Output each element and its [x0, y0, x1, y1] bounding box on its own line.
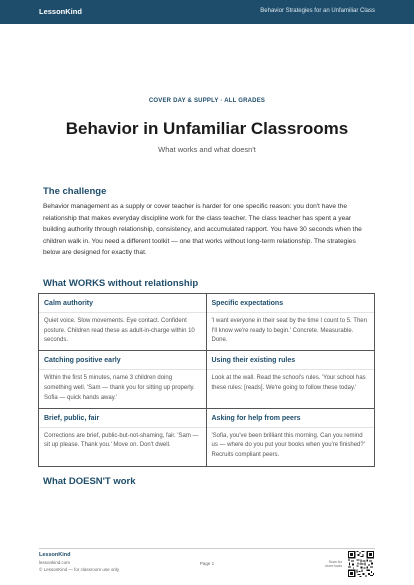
strategy-card-title: Asking for help from peers	[211, 414, 301, 422]
strategy-card-text: Quiet voice. Slow movements. Eye contact. Confident posture. Children read these as adult-in-charge within 10 seconds.	[44, 318, 195, 344]
strategy-card-text: 'I want everyone in their seat by the time I count to 5. Then I'll know we're ready to begin.' Concrete. Measurable. Done.	[211, 318, 367, 344]
card-divider	[39, 369, 206, 370]
strategy-card	[39, 294, 207, 351]
strategy-card-title: Using their existing rules	[211, 357, 296, 365]
page-subtitle: What works and what doesn't	[158, 145, 256, 154]
brand-logo-text: LessonKind	[39, 7, 82, 16]
page-number: Page 1	[199, 561, 215, 566]
scan-caption-line: more tools	[325, 564, 342, 569]
strategy-card-title: Catching positive early	[44, 357, 121, 365]
strategy-card	[207, 294, 375, 351]
card-divider	[207, 369, 375, 370]
strategy-grid	[38, 293, 375, 467]
challenge-paragraph: Behavior management as a supply or cover teacher is harder for one specific reason: you don't have the relationship that makes everyday discipline work for the class teacher. The class teacher has spent a year building authority through relationship, consistency, and accumulated rapport. You have 30 seconds when the children walk in. You need a different toolkit — one that works without long-term relationship. The strategies below are designed for exactly that.	[43, 203, 362, 256]
strategy-card	[207, 409, 375, 466]
strategy-card-text: 'Sofia, you've been brilliant this morning. Can you remind us — where do you put your books when you're finished?' Recruits compliant peers.	[211, 432, 365, 459]
footer-website: lessonkind.com	[39, 560, 71, 565]
strategy-card-title: Calm authority	[44, 300, 94, 307]
eyebrow-label: COVER DAY & SUPPLY · ALL GRADES	[148, 98, 266, 104]
header-bar	[0, 0, 414, 24]
footer-copyright: © LessonKind — for classroom use only	[39, 567, 120, 572]
strategy-card-text: Within the first 5 minutes, name 3 children doing something well. 'Sam — thank you for sitting up properly. Sofia — quick hands away.'	[44, 375, 195, 401]
card-divider	[207, 427, 375, 428]
strategy-card-text: Look at the wall. Read the school's rules. 'Your school has these rules: [reads]. We're going to follow these today.'	[211, 375, 366, 392]
document-title: Behavior Strategies for an Unfamiliar Class	[260, 8, 375, 14]
footer-divider	[39, 548, 375, 549]
strategy-card	[207, 351, 375, 408]
strategy-card-title: Specific expectations	[211, 300, 284, 307]
works-heading: What WORKS without relationship	[43, 278, 199, 289]
strategy-card	[39, 351, 207, 408]
doesnt-heading: What DOESN'T work	[43, 476, 136, 487]
qr-code-icon	[348, 551, 374, 577]
card-divider	[207, 312, 375, 313]
page-title: Behavior in Unfamiliar Classrooms	[65, 119, 349, 138]
strategy-card-title: Brief, public, fair	[44, 414, 100, 422]
strategy-card-text: Corrections are brief, public-but-not-shaming, fair. 'Sam — sit up please. Thank you.' Move on. Don't dwell.	[44, 432, 199, 449]
scan-caption-line: Scan for	[328, 560, 342, 564]
footer-brand: LessonKind	[39, 552, 71, 558]
strategy-card	[39, 409, 207, 466]
card-divider	[39, 427, 206, 428]
scan-caption	[302, 560, 342, 569]
challenge-heading: The challenge	[43, 186, 107, 197]
card-divider	[39, 312, 206, 313]
